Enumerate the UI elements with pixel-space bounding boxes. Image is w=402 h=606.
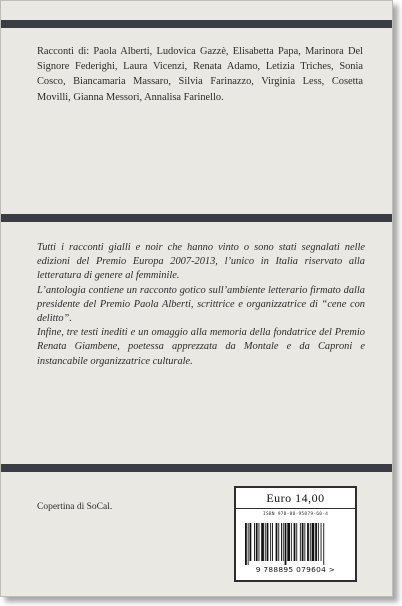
isbn-text: ISBN 978-88-95079-60-4	[262, 512, 329, 517]
blurb-paragraph: Tutti i racconti gialli e noir che hanno vinto o sono stati segnalati nelle edizioni del Premio Europa 2007-2013, l’unico in Italia riservato alla letteratura di genere al femminile.	[37, 242, 365, 282]
bottom-divider-band	[1, 464, 392, 472]
ean-digits: 9 788895 079604 >	[255, 565, 336, 574]
barcode-box	[234, 486, 357, 582]
blurb	[37, 241, 365, 369]
authors-list: Racconti di: Paola Alberti, Ludovica Gazzè, Elisabetta Papa, Marinora Del Signore Federighi, Laura Vicenzi, Renata Adamo, Letizia Triches, Sonia Cosco, Biancamaria Massaro, Silvia Farinazzo, Virginia Less, Cosetta Movilli, Gianna Messori, Annalisa Farinello.	[37, 46, 363, 103]
blurb-paragraph: Infine, tre testi inediti e un omaggio alla memoria della fondatrice del Premio Renata Giambene, poetessa apprezzata da Montale e da Caproni e instancabile organizzatrice culturale.	[37, 327, 365, 367]
cover-credit: Copertina di SoCal.	[37, 502, 113, 512]
middle-divider-band	[1, 214, 392, 222]
barcode-icon	[244, 523, 348, 565]
top-divider-band	[1, 20, 392, 28]
price-label: Euro 14,00	[266, 490, 325, 505]
price-row	[236, 488, 355, 509]
blurb-paragraph: L’antologia contiene un racconto gotico sull’ambiente letterario firmato dalla presidente del Premio Paola Alberti, scrittrice e organizzatrice di “cene con delitto”.	[37, 284, 365, 325]
